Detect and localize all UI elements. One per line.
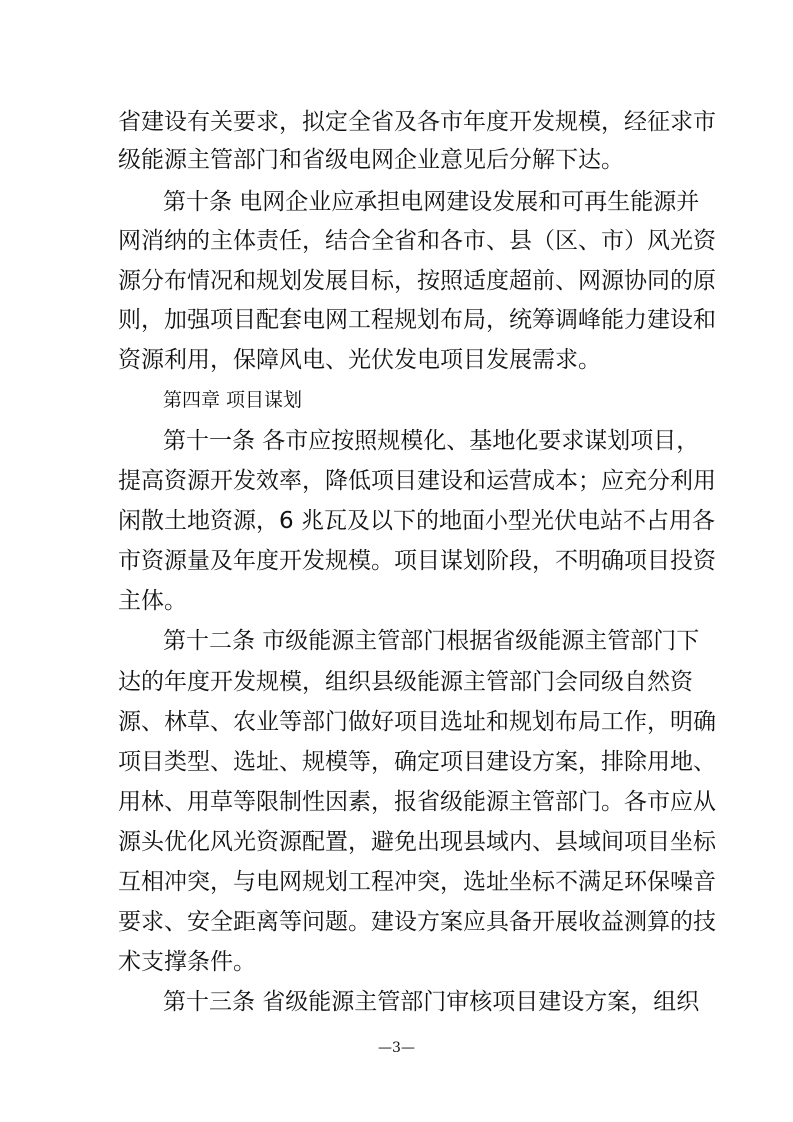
- body-line: 源头优化风光资源配置，避免出现县域内、县域间项目坐标: [118, 829, 716, 855]
- body-line: 闲散土地资源，6 兆瓦及以下的地面小型光伏电站不占用各: [118, 508, 715, 534]
- chapter-heading: 第四章 项目谋划: [163, 389, 303, 411]
- body-line: 术支撑条件。: [118, 949, 256, 975]
- body-line: 提高资源开发效率，降低项目建设和运营成本；应充分利用: [118, 468, 716, 494]
- body-line: 级能源主管部门和省级电网企业意见后分解下达。: [118, 147, 624, 173]
- body-line: 用林、用草等限制性因素，报省级能源主管部门。各市应从: [118, 789, 716, 815]
- body-line: 互相冲突，与电网规划工程冲突，选址坐标不满足环保噪音: [118, 869, 716, 895]
- body-line: 源分布情况和规划发展目标，按照适度超前、网源协同的原: [118, 268, 716, 294]
- article-13-start: 第十三条 省级能源主管部门审核项目建设方案，组织: [163, 989, 700, 1015]
- body-line: 项目类型、选址、规模等，确定项目建设方案，排除用地、: [118, 749, 716, 775]
- body-line: 要求、安全距离等问题。建设方案应具备开展收益测算的技: [118, 909, 716, 935]
- body-line: 省建设有关要求，拟定全省及各市年度开发规模，经征求市: [118, 109, 716, 135]
- body-line: 主体。: [118, 588, 187, 614]
- article-12-start: 第十二条 市级能源主管部门根据省级能源主管部门下: [163, 628, 700, 654]
- body-line: 达的年度开发规模，组织县级能源主管部门会同级自然资: [118, 669, 693, 695]
- body-line: 资源利用，保障风电、光伏发电项目发展需求。: [118, 347, 601, 373]
- article-10-start: 第十条 电网企业应承担电网建设发展和可再生能源并: [163, 189, 700, 215]
- body-line: 市资源量及年度开发规模。项目谋划阶段，不明确项目投资: [118, 548, 716, 574]
- body-line: 源、林草、农业等部门做好项目选址和规划布局工作，明确: [118, 709, 716, 735]
- article-11-start: 第十一条 各市应按照规模化、基地化要求谋划项目，: [163, 428, 700, 454]
- body-line: 则，加强项目配套电网工程规划布局，统筹调峰能力建设和: [118, 307, 716, 333]
- page-number: —3—: [378, 1040, 415, 1056]
- body-line: 网消纳的主体责任，结合全省和各市、县（区、市）风光资: [118, 228, 716, 254]
